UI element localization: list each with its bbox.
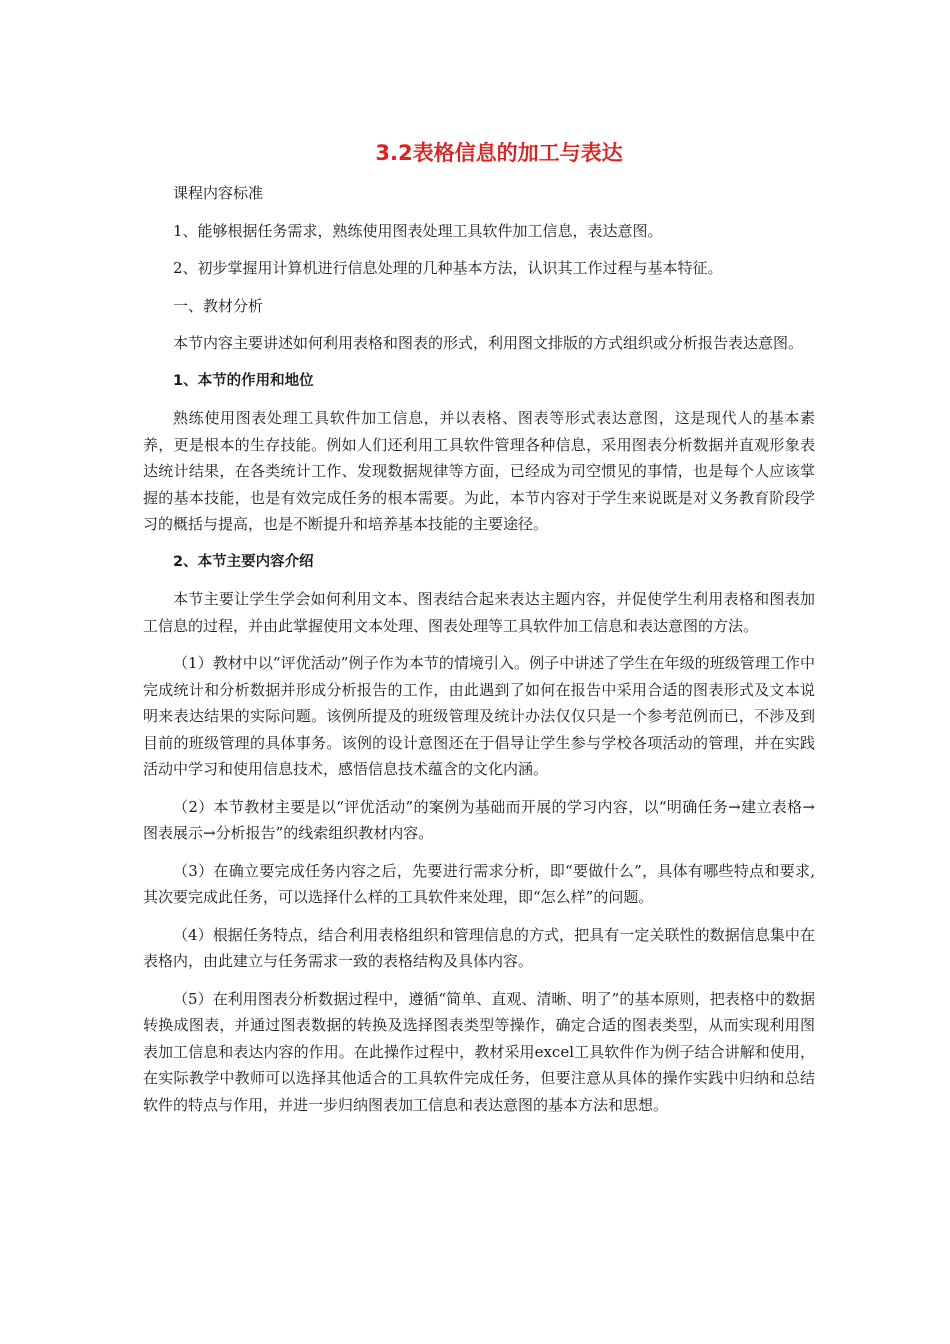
subsection-content-paragraph: 本节主要让学生学会如何利用文本、图表结合起来表达主题内容，并促使学生利用表格和图表加工信息的过程，并由此掌握使用文本处理、图表处理等工具软件加工信息和表达意图的方法。 (143, 590, 815, 635)
subsection-heading-role: 1、本节的作用和地位 (173, 372, 314, 389)
content-item-2: （2）本节教材主要是以“评优活动”的案例为基础而开展的学习内容，以“明确任务→建立表格→图表展示→分析报告”的线索组织教材内容。 (143, 797, 815, 842)
section-intro-paragraph: 本节内容主要讲述如何利用表格和图表的形式，利用图文排版的方式组织或分析报告表达意图。 (173, 334, 804, 352)
course-standard-label: 课程内容标准 (173, 184, 264, 202)
document-body (143, 140, 815, 1118)
standard-item-1: 1、能够根据任务需求，熟练使用图表处理工具软件加工信息，表达意图。 (173, 221, 663, 240)
standard-item-2: 2、初步掌握用计算机进行信息处理的几种基本方法，认识其工作过程与基本特征。 (173, 259, 723, 277)
content-item-5: （5）在利用图表分析数据过程中，遵循“简单、直观、清晰、明了”的基本原则，把表格中的数据转换成图表，并通过图表数据的转换及选择图表类型等操作，确定合适的图表类型，从而实现利用图表加工信息和表达内容的作用。在此操作过程中，教材采用excel工具软件作为例子结合讲解和使用，在实际教学中教师可以选择其他适合的工具软件完成任务，但要注意从具体的操作实践中归纳和总结软件的特点与作用，并进一步归纳图表加工信息和表达意图的基本方法和思想。 (143, 989, 815, 1114)
section-heading-textbook-analysis: 一、教材分析 (173, 296, 264, 315)
subsection-role-paragraph: 熟练使用图表处理工具软件加工信息，并以表格、图表等形式表达意图，这是现代人的基本素养，更是根本的生存技能。例如人们还利用工具软件管理各种信息，采用图表分析数据并直观形象表达统计结果，在各类统计工作、发现数据规律等方面，已经成为司空惯见的事情，也是每个人应该掌握的基本技能，也是有效完成任务的根本需要。为此，本节内容对于学生来说既是对义务教育阶段学习的概括与提高，也是不断提升和培养基本技能的主要途径。 (143, 409, 815, 533)
document-title: 3.2表格信息的加工与表达 (375, 141, 623, 165)
content-item-3: （3）在确立要完成任务内容之后，先要进行需求分析，即“要做什么”，具体有哪些特点和要求,其次要完成此任务，可以选择什么样的工具软件来处理，即“怎么样”的问题。 (143, 861, 815, 906)
content-item-1: （1）教材中以“评优活动”例子作为本节的情境引入。例子中讲述了学生在年级的班级管理工作中完成统计和分析数据并形成分析报告的工作，由此遇到了如何在报告中采用合适的图表形式及文本说明来表达结果的实际问题。该例所提及的班级管理及统计办法仅仅只是一个参考范例而已，不涉及到目前的班级管理的具体事务。该例的设计意图还在于倡导让学生参与学校各项活动的管理，并在实践活动中学习和使用信息技术，感悟信息技术蕴含的文化内涵。 (143, 654, 815, 778)
content-item-4: （4）根据任务特点，结合利用表格组织和管理信息的方式，把具有一定关联性的数据信息集中在表格内，由此建立与任务需求一致的表格结构及具体内容。 (143, 925, 815, 970)
subsection-heading-content: 2、本节主要内容介绍 (173, 553, 314, 570)
